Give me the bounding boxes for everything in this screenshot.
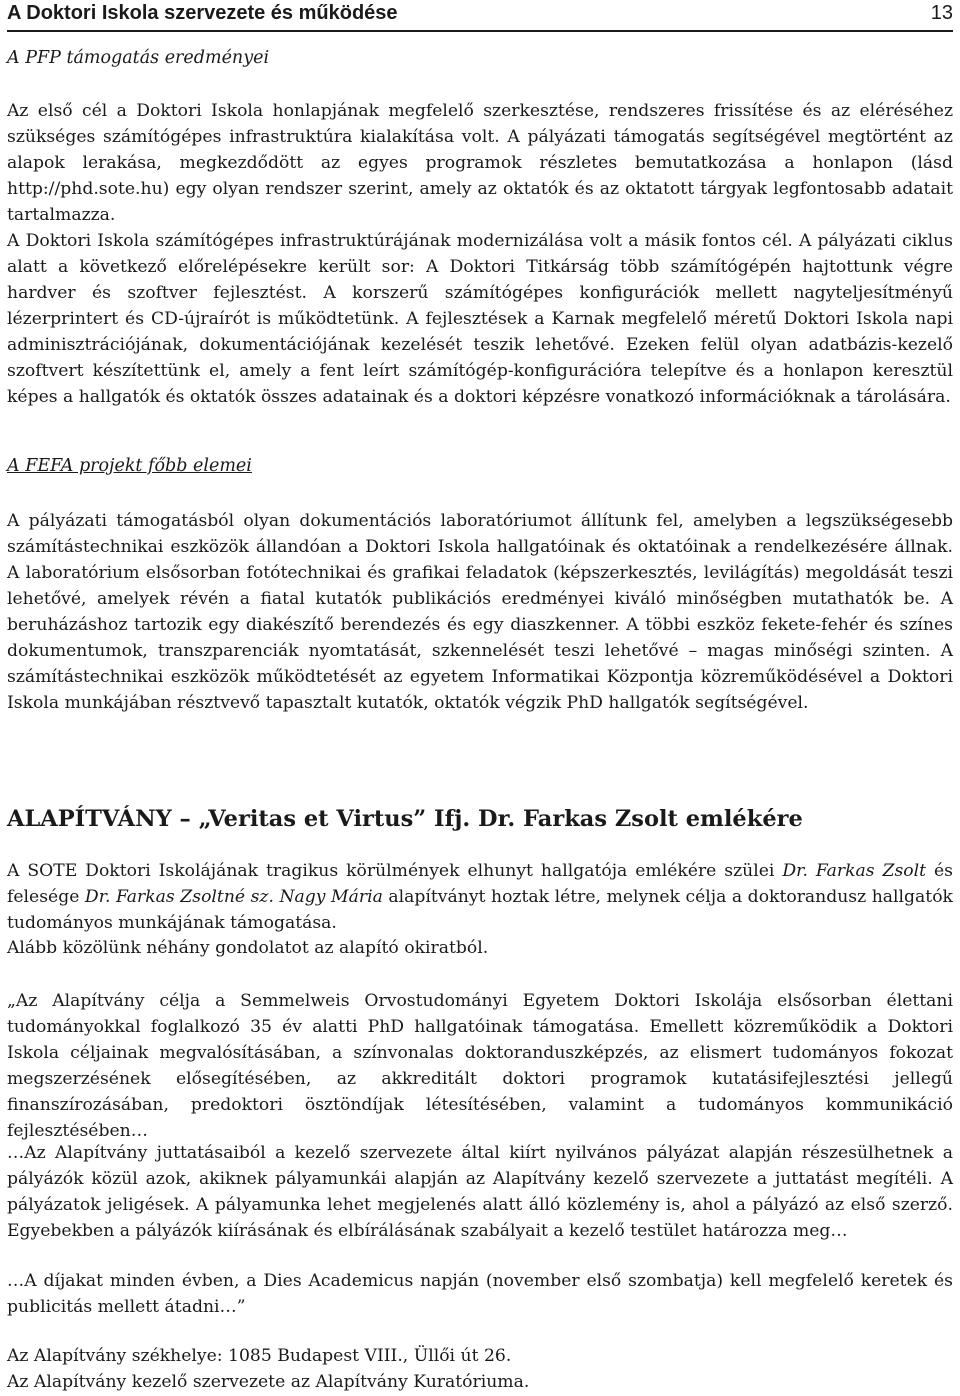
foundation-intro: A SOTE Doktori Iskolájának tragikus körülmények elhunyt hallgatója emlékére szülei Dr. Farkas Zsolt és felesége Dr. Farkas Zsoltné sz. Nagy Mária alapítványt hoztak létre, melynek célja a doktorandusz hallgatók tudományos munkájának támogatása. (7, 861, 953, 933)
founder-name-1: Dr. Farkas Zsolt (782, 861, 927, 881)
page-number: 13 (930, 2, 953, 24)
foundation-seat: Az Alapítvány székhelye: 1085 Budapest VIII., Üllői út 26. (7, 1346, 512, 1366)
charter-quote-1: „Az Alapítvány célja a Semmelweis Orvostudományi Egyetem Doktori Iskolája elsősorban élettani tudományokkal foglalkozó 35 év alatti PhD hallgatóinak támogatása. Emellett közreműködik a Doktori Iskola céljainak megvalósításában, a színvonalas doktoranduszképzés, az elismert tudományos fokozat megszerzésének elősegítésében, az akkreditált doktori programok kutatásifejlesztési jellegű finanszírozásában, predoktori ösztöndíjak létesítésében, valamint a tudományos kommunikáció fejlesztésében… (7, 991, 953, 1141)
fefa-heading: A FEFA projekt főbb elemei (7, 456, 252, 476)
foundation-intro-line-2: Alább közölünk néhány gondolatot az alapító okiratból. (7, 938, 489, 958)
pfp-paragraph-2: A Doktori Iskola számítógépes infrastruktúrájának modernizálása volt a másik fontos cél. A pályázati ciklus alatt a következő előrelépésekre került sor: A Doktori Titkárság több számítógépén hajtottunk végre hardver és szoftver fejlesztést. A korszerű számítógépes konfigurációk mellett nagyteljesítményű lézerprintert és CD-újraírót is működtetünk. A fejlesztések a Karnak megfelelő méretű Doktori Iskola napi adminisztrációjának, dokumentációjának kezelését teszik lehetővé. Ezeken felül olyan adatbázis-kezelő szoftvert készítettünk el, amely a fent leírt számítógép-konfigurációra telepítve és a honlapon keresztül képes a hallgatók és oktatók összes adatainak és a doktori képzésre vonatkozó információknak a tárolására. (7, 231, 953, 407)
running-header (7, 0, 953, 32)
fefa-paragraph: A pályázati támogatásból olyan dokumentációs laboratóriumot állítunk fel, amelyben a legszükségesebb számítástechnikai eszközök állandóan a Doktori Iskola hallgatóinak és oktatóinak a rendelkezésére állnak. A laboratórium elsősorban fotótechnikai és grafikai feladatok (képszerkesztés, levilágítás) megoldását teszi lehetővé, amelyek révén a fiatal kutatók publikációs eredményei kiváló minőségben mutathatók be. A beruházáshoz tartozik egy diakészítő berendezés és egy diaszkenner. A többi eszköz fekete-fehér és színes dokumentumok, transzparenciák nyomtatását, szkennelését teszi lehetővé – magas minőségi szinten. A számítástechnikai eszközök működtetését az egyetem Informatikai Központja közreműködésével a Doktori Iskola munkájában résztvevő tapasztalt kutatók, oktatók végzik PhD hallgatók segítségével. (7, 511, 953, 713)
pfp-heading: A PFP támogatás eredményei (7, 48, 270, 68)
founder-name-2: Dr. Farkas Zsoltné sz. Nagy Mária (84, 887, 383, 907)
foundation-manager: Az Alapítvány kezelő szervezete az Alapítvány Kuratóriuma. (7, 1372, 530, 1392)
charter-quote-3: …A díjakat minden évben, a Dies Academicus napján (november első szombatja) kell megfelelő keretek és publicitás mellett átadni…” (7, 1271, 953, 1317)
foundation-title: ALAPÍTVÁNY – „Veritas et Virtus” Ifj. Dr. Farkas Zsolt emlékére (7, 806, 803, 832)
charter-quote-2: …Az Alapítvány juttatásaiból a kezelő szervezete által kiírt nyilvános pályázat alapján részesülhetnek a pályázók közül azok, akiknek pályamunkái alapján az Alapítvány kezelő szervezete a juttatást megítéli. A pályázatok jeligések. A pályamunka lehet megjelenés alatt álló közlemény is, ahol a pályázó az első szerző. Egyebekben a pályázók kiírásának és elbírálásának szabályait a kezelő testület határozza meg… (7, 1143, 953, 1241)
pfp-paragraph-1: Az első cél a Doktori Iskola honlapjának megfelelő szerkesztése, rendszeres frissítése és az eléréséhez szükséges számítógépes infrastruktúra kialakítása volt. A pályázati támogatás segítségével megtörtént az alapok lerakása, megkezdődött az egyes programok részletes bemutatkozása a honlapon (lásd http://phd.sote.hu) egy olyan rendszer szerint, amely az oktatók és az oktatott tárgyak legfontosabb adatait tartalmazza. (7, 101, 953, 225)
chapter-title: A Doktori Iskola szervezete és működése (7, 2, 398, 24)
